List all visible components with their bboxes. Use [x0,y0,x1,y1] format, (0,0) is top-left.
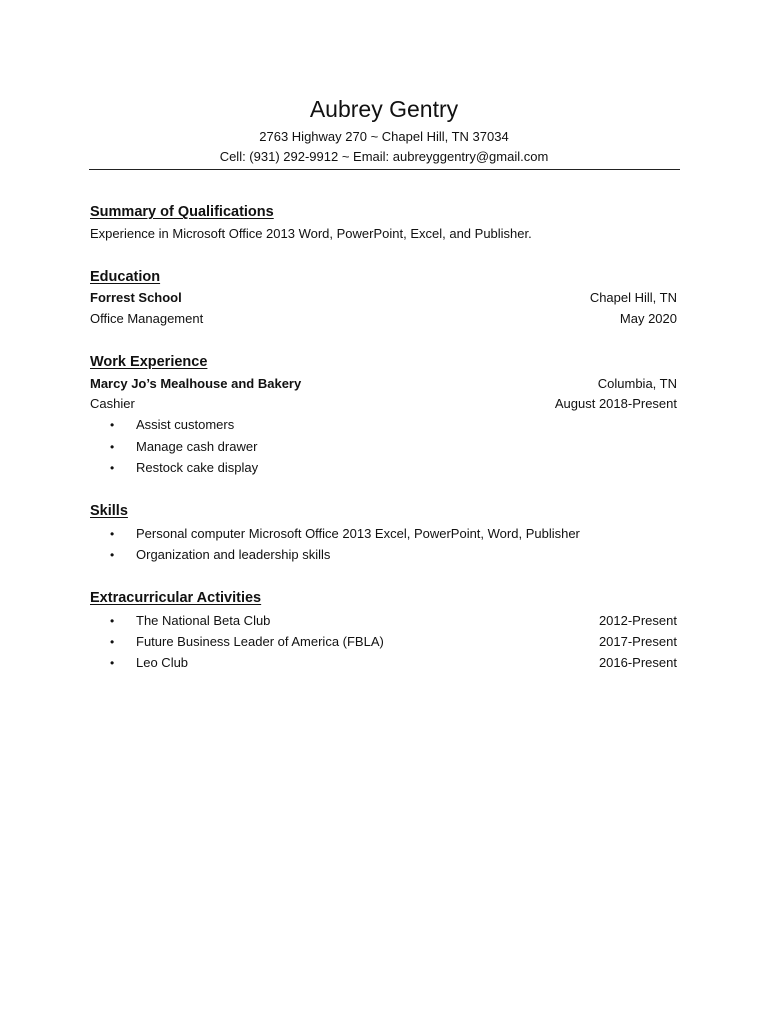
duty-text: Assist customers [136,417,235,432]
list-item [110,438,677,456]
activities-heading: Extracurricular Activities [90,590,262,606]
work-employer-row [90,375,677,393]
bullet-icon: • [110,614,115,628]
skill-text: Organization and leadership skills [136,547,331,562]
program-name: Office Management [90,311,204,326]
address-line: 2763 Highway 270 ~ Chapel Hill, TN 37034 [259,129,509,144]
bullet-icon: • [110,440,115,454]
activity-dates: 2017-Present [598,634,677,649]
activity-dates: 2016-Present [598,655,677,670]
job-title: Cashier [90,396,135,411]
bullet-icon: • [110,527,115,541]
list-item [110,546,677,564]
bullet-icon: • [110,548,115,562]
activity-name: Leo Club [136,655,189,670]
skills-heading: Skills [90,503,128,519]
list-item [110,633,677,651]
bullet-icon: • [110,461,115,475]
job-dates: August 2018-Present [554,396,677,411]
work-title-row [90,395,677,413]
list-item [110,612,677,630]
bullet-icon: • [110,635,115,649]
summary-text-content: Experience in Microsoft Office 2013 Word, PowerPoint, Excel, and Publisher. [90,226,532,241]
activity-name: The National Beta Club [136,613,271,628]
list-item [110,416,677,434]
employer-location: Columbia, TN [597,376,677,391]
education-school-row [90,289,677,307]
graduation-date: May 2020 [619,311,677,326]
work-heading: Work Experience [90,354,208,370]
summary-text [90,225,677,243]
list-item [110,459,677,477]
activity-dates: 2012-Present [598,613,677,628]
contact-line: Cell: (931) 292-9912 ~ Email: aubreyggentry@gmail.com [219,149,549,164]
skill-text: Personal computer Microsoft Office 2013 Excel, PowerPoint, Word, Publisher [136,526,580,541]
list-item [110,525,677,543]
resume-name: Aubrey Gentry [309,96,459,122]
duty-text: Manage cash drawer [136,439,258,454]
bullet-icon: • [110,656,115,670]
header-divider [89,169,680,170]
duty-text: Restock cake display [136,460,259,475]
education-heading: Education [90,269,161,285]
employer-name: Marcy Jo’s Mealhouse and Bakery [90,376,302,391]
education-program-row [90,310,677,328]
school-name: Forrest School [90,290,182,305]
list-item [110,654,677,672]
school-location: Chapel Hill, TN [589,290,677,305]
activity-name: Future Business Leader of America (FBLA) [136,634,384,649]
summary-heading: Summary of Qualifications [90,204,274,220]
bullet-icon: • [110,418,115,432]
